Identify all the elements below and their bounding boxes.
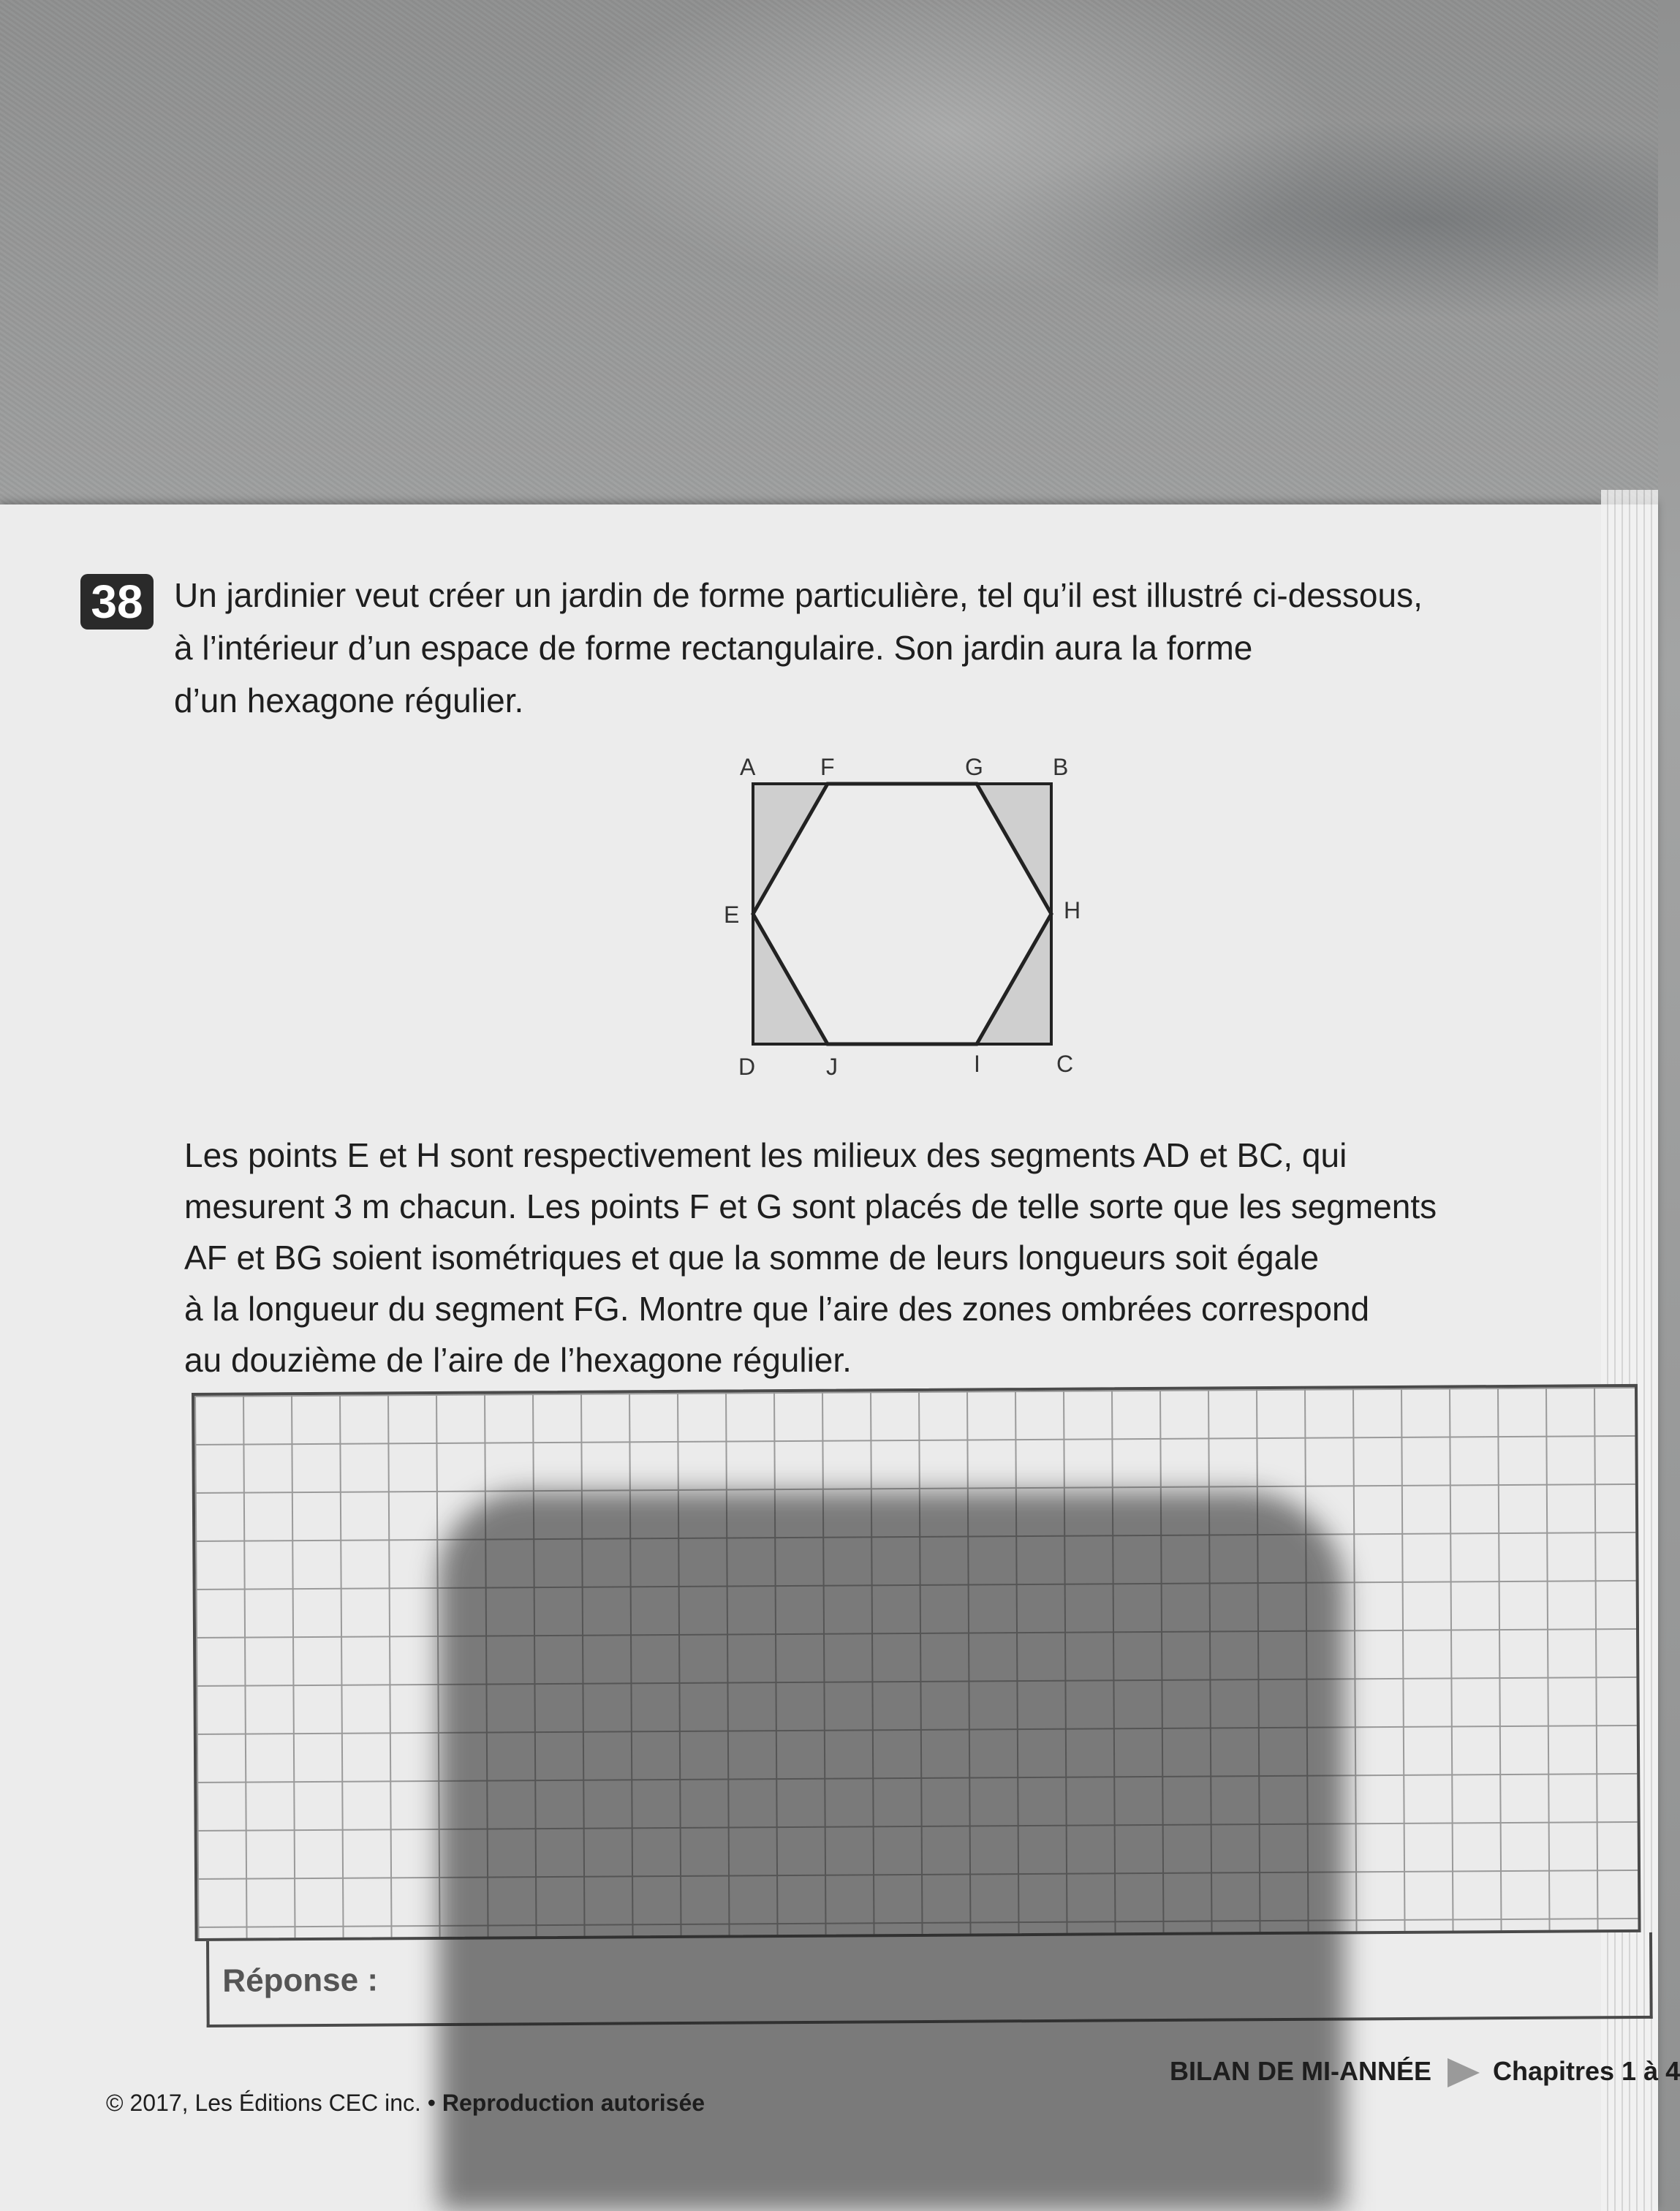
label-h: H: [1064, 897, 1081, 923]
label-b: B: [1053, 754, 1069, 780]
label-f: F: [820, 754, 835, 780]
section-title: BILAN DE MI-ANNÉE: [1170, 2056, 1431, 2086]
label-a: A: [740, 754, 756, 780]
hexagon-figure: [702, 731, 1111, 1097]
arrow-right-icon: [1448, 2058, 1480, 2087]
statement-line: Les points E et H sont respectivement les milieux des segments AD et BC, qui: [184, 1136, 1347, 1174]
footer-copyright: [106, 2090, 705, 2117]
statement-line: au douzième de l’aire de l’hexagone régulier.: [184, 1341, 852, 1379]
label-c: C: [1056, 1051, 1074, 1077]
statement-line: AF et BG soient isométriques et que la somme de leurs longueurs soit égale: [184, 1239, 1320, 1277]
chapters-label: Chapitres 1 à 4: [1493, 2056, 1680, 2086]
label-j: J: [826, 1054, 838, 1080]
reproduction-text: Reproduction autorisée: [442, 2090, 705, 2116]
question-number-badge: 38: [80, 574, 154, 630]
answer-label: Réponse :: [222, 1962, 379, 1999]
statement-line: mesurent 3 m chacun. Les points F et G sont placés de telle sorte que les segments: [184, 1187, 1437, 1225]
intro-line: d’un hexagone régulier.: [174, 681, 524, 719]
question-statement: [184, 1130, 1595, 1386]
label-e: E: [724, 902, 740, 928]
label-i: I: [974, 1051, 980, 1077]
intro-line: Un jardinier veut créer un jardin de forme particulière, tel qu’il est illustré ci-dessous,: [174, 576, 1423, 614]
copyright-text: © 2017, Les Éditions CEC inc. •: [106, 2090, 436, 2116]
label-g: G: [965, 754, 983, 780]
statement-line: à la longueur du segment FG. Montre que l’aire des zones ombrées correspond: [184, 1290, 1370, 1328]
question-intro: [174, 569, 1585, 727]
background-surface: [0, 0, 1658, 541]
intro-line: à l’intérieur d’un espace de forme rectangulaire. Son jardin aura la forme: [174, 629, 1253, 667]
label-d: D: [738, 1054, 756, 1080]
footer-section: [1170, 2056, 1680, 2087]
